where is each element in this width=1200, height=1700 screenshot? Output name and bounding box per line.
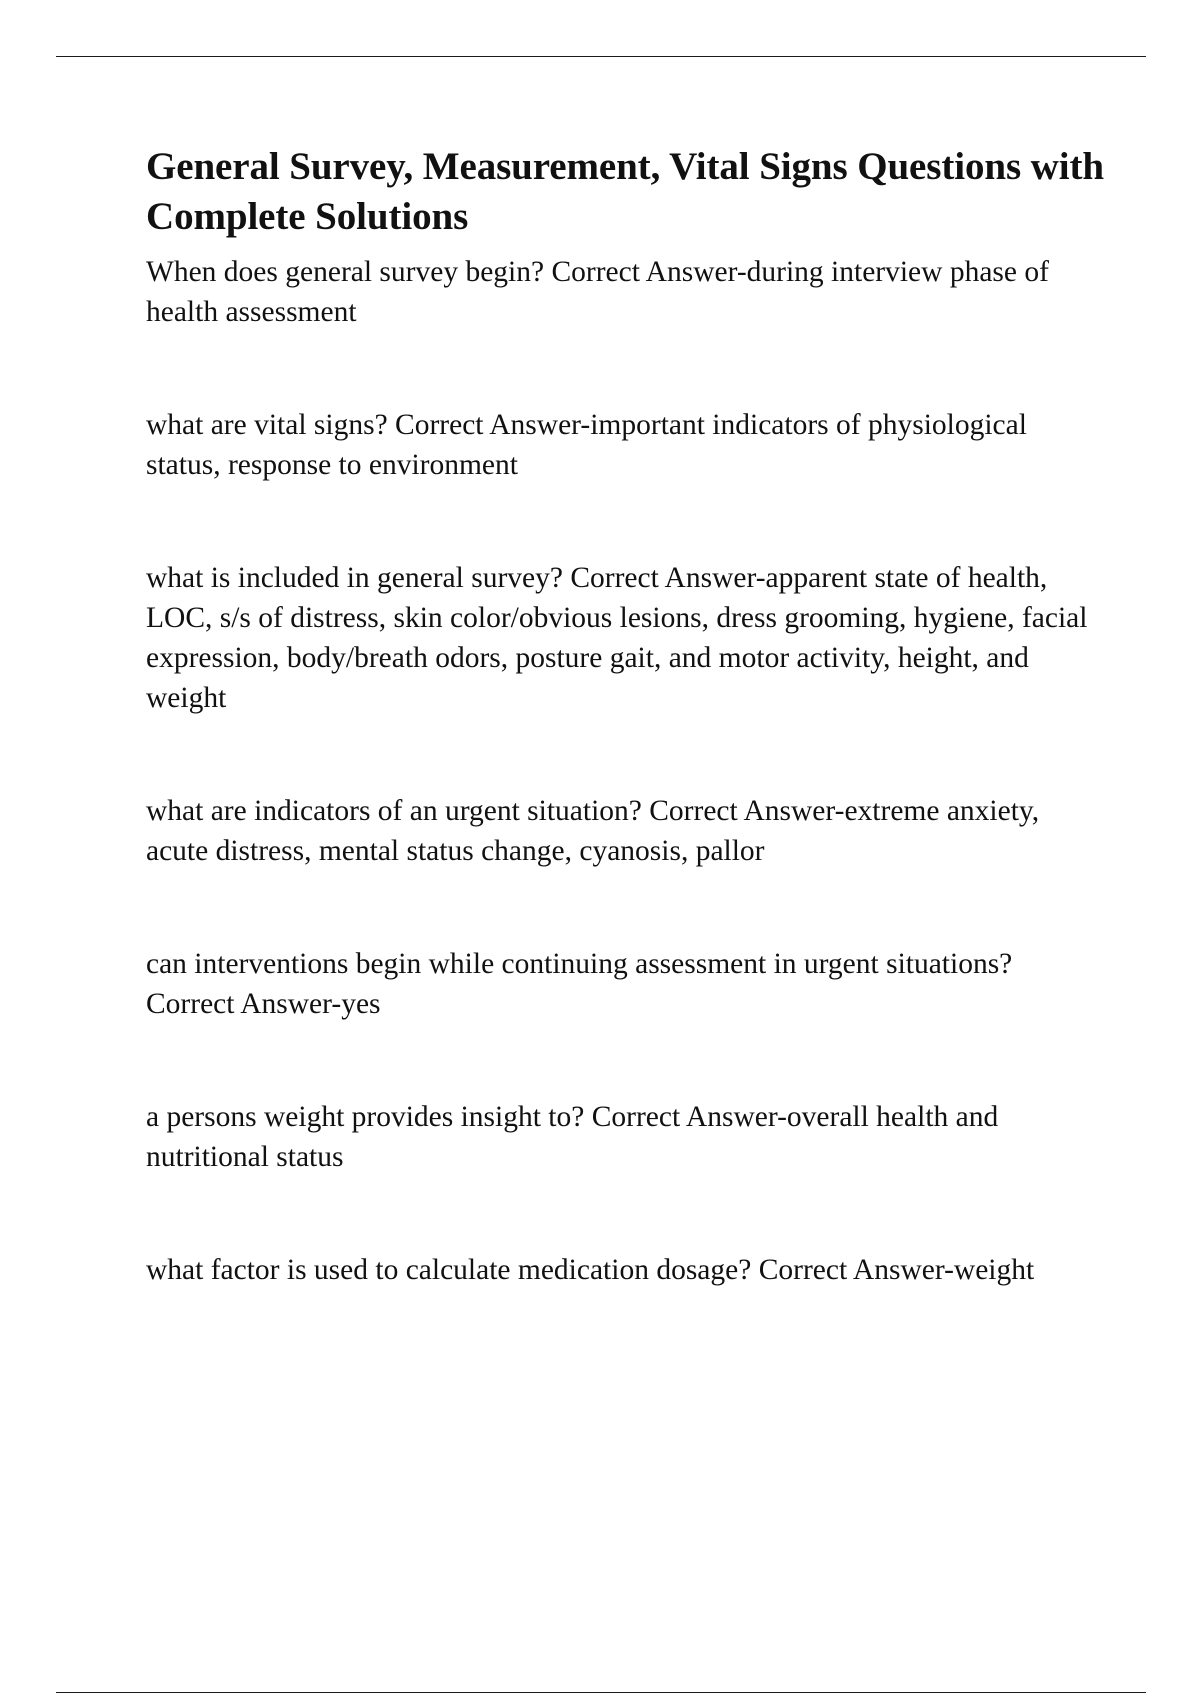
qa-item: When does general survey begin? Correct Answer-during interview phase of health assessment (146, 256, 1049, 328)
qa-item: what factor is used to calculate medication dosage? Correct Answer-weight (146, 1254, 1035, 1286)
qa-item: can interventions begin while continuing assessment in urgent situations? Correct Answer-yes (146, 948, 1013, 1020)
qa-item: what are indicators of an urgent situation? Correct Answer-extreme anxiety, acute distress, mental status change, cyanosis, pallor (146, 795, 1040, 867)
document-body (146, 142, 1106, 1290)
document-title: General Survey, Measurement, Vital Signs Questions with Complete Solutions (146, 145, 1104, 238)
bottom-divider (56, 1692, 1146, 1693)
question-answer-list (146, 252, 1106, 1290)
top-divider (56, 56, 1146, 57)
qa-item: what are vital signs? Correct Answer-important indicators of physiological status, response to environment (146, 409, 1027, 481)
qa-item: what is included in general survey? Correct Answer-apparent state of health, LOC, s/s of distress, skin color/obvious lesions, dress grooming, hygiene, facial expression, body/breath odors, posture gait, and motor activity, height, and weight (146, 562, 1088, 714)
qa-item: a persons weight provides insight to? Correct Answer-overall health and nutritional status (146, 1101, 999, 1173)
